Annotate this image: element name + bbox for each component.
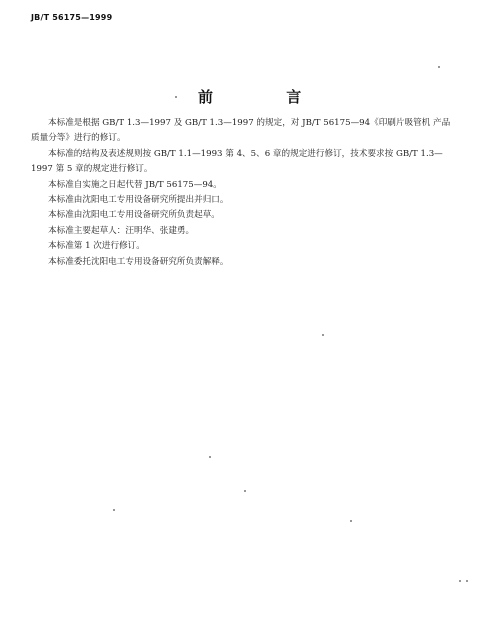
scan-speck (113, 509, 115, 511)
paragraph-drafted-by: 本标准由沈阳电工专用设备研究所负责起草。 (48, 210, 220, 221)
scan-speck (350, 520, 352, 522)
paragraph-revision-count: 本标准第 1 次进行修订。 (48, 241, 145, 252)
scan-speck (209, 456, 211, 458)
paragraph-supersedes: 本标准自实施之日起代替 JB/T 56175—94。 (48, 179, 222, 190)
scan-speck (175, 96, 177, 98)
scan-speck (322, 334, 324, 336)
scan-speck (459, 580, 461, 582)
scan-speck (438, 66, 440, 68)
paragraph-proposed-by: 本标准由沈阳电工专用设备研究所提出并归口。 (48, 195, 229, 206)
paragraph-drafters: 本标准主要起草人：汪明华、张建勇。 (48, 225, 195, 236)
paragraph-interpretation: 本标准委托沈阳电工专用设备研究所负责解释。 (48, 256, 229, 267)
paragraph-structure-rules: 本标准的结构及表述规则按 GB/T 1.1—1993 第 4、5、6 章的规定进行修订，技术要求按 GB/T 1.3—1997 第 5 章的规定进行修订。 (31, 148, 443, 175)
scan-speck (244, 490, 246, 492)
foreword-title: 前 言 (198, 88, 336, 106)
standard-number: JB/T 56175—1999 (31, 13, 113, 22)
scan-speck (466, 580, 468, 582)
paragraph-revision-basis: 本标准是根据 GB/T 1.3—1997 及 GB/T 1.3—1997 的规定，对 JB/T 56175—94《印刷片吸管机 产品质量分等》进行的修订。 (31, 118, 451, 144)
foreword-body (31, 116, 451, 270)
